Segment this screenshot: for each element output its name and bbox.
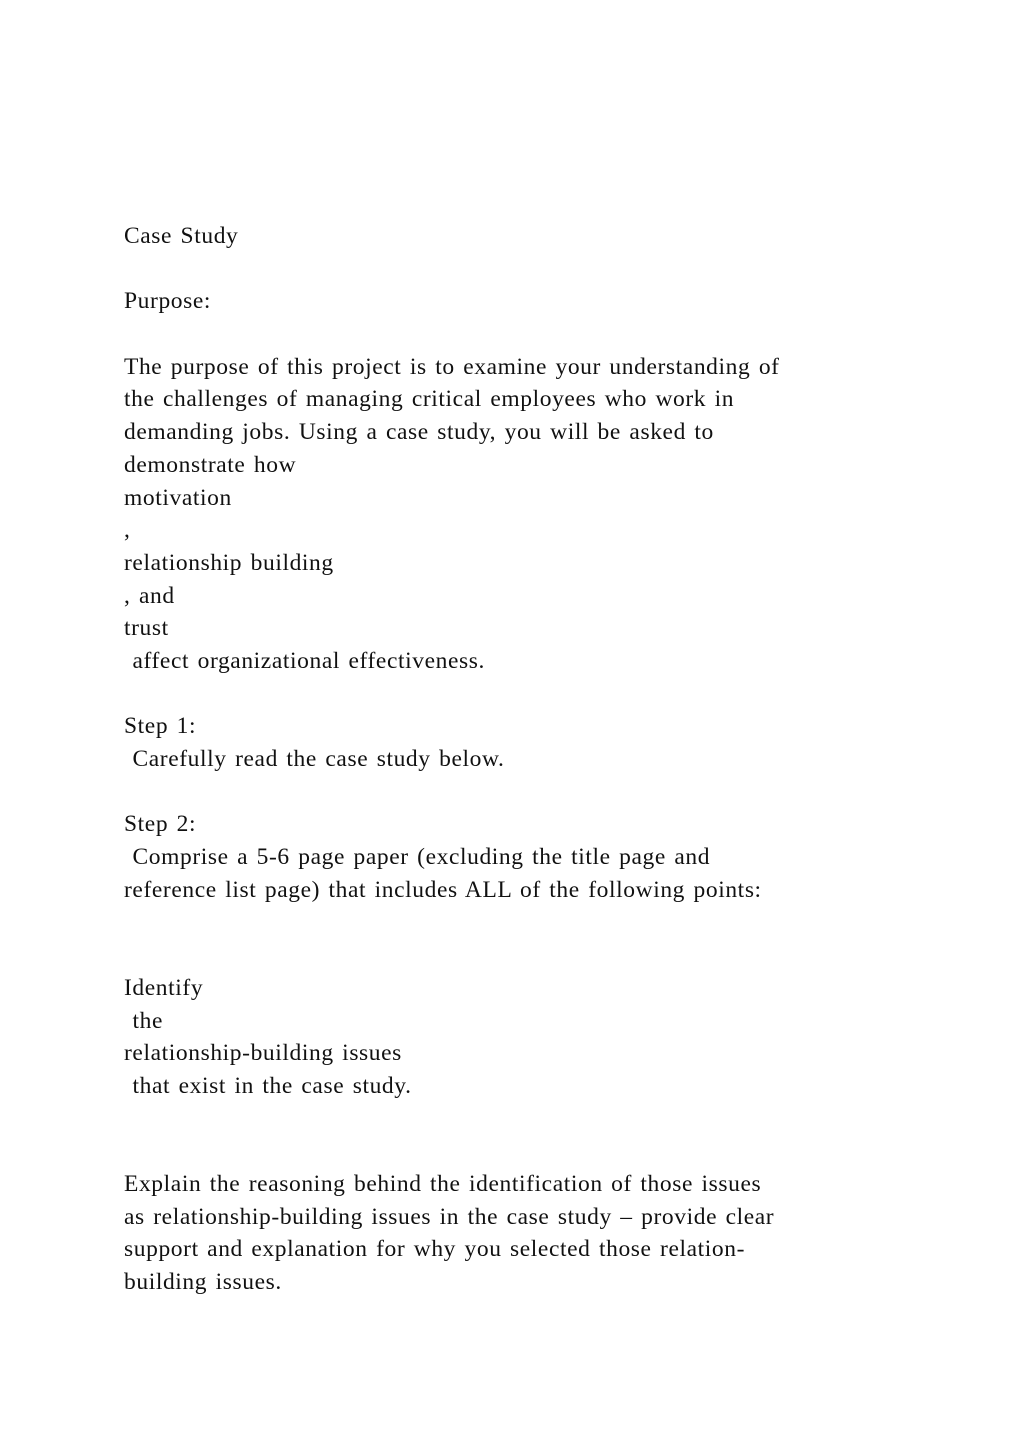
spacer (124, 253, 924, 286)
spacer (124, 906, 924, 939)
spacer (124, 678, 924, 711)
spacer (124, 939, 924, 972)
purpose-line: affect organizational effectiveness. (124, 647, 485, 674)
point2-line: building issues. (124, 1269, 282, 1295)
purpose-line: trust (124, 615, 169, 642)
document-body (124, 220, 924, 1299)
step1-text: Carefully read the case study below. (124, 746, 505, 772)
purpose-line: , (124, 517, 131, 544)
point1-line: relationship-building issues (124, 1040, 402, 1067)
purpose-line: relationship building (124, 549, 334, 576)
point1-line: that exist in the case study. (124, 1072, 412, 1099)
document-title: Case Study (124, 223, 239, 249)
purpose-line: The purpose of this project is to examine your understanding of (124, 353, 780, 380)
purpose-heading: Purpose: (124, 288, 212, 315)
purpose-line: , and (124, 582, 175, 609)
step2-heading: Step 2: (124, 811, 197, 838)
spacer (124, 776, 924, 809)
step2-line: Comprise a 5-6 page paper (excluding the title page and (124, 844, 711, 871)
step1-heading: Step 1: (124, 713, 197, 740)
point2-line: support and explanation for why you selected those relation- (124, 1236, 746, 1263)
point1-line: the (124, 1007, 163, 1034)
point2-line: as relationship-building issues in the case study – provide clear (124, 1203, 775, 1230)
spacer (124, 1103, 924, 1136)
purpose-line: demonstrate how (124, 451, 297, 478)
purpose-line: the challenges of managing critical employees who work in (124, 386, 735, 413)
purpose-line: demanding jobs. Using a case study, you will be asked to (124, 419, 714, 446)
spacer (124, 318, 924, 351)
point2-line: Explain the reasoning behind the identification of those issues (124, 1170, 762, 1197)
step2-line: reference list page) that includes ALL of the following points: (124, 876, 762, 903)
spacer (124, 1135, 924, 1168)
purpose-line: motivation (124, 484, 232, 511)
point1-line: Identify (124, 974, 204, 1001)
